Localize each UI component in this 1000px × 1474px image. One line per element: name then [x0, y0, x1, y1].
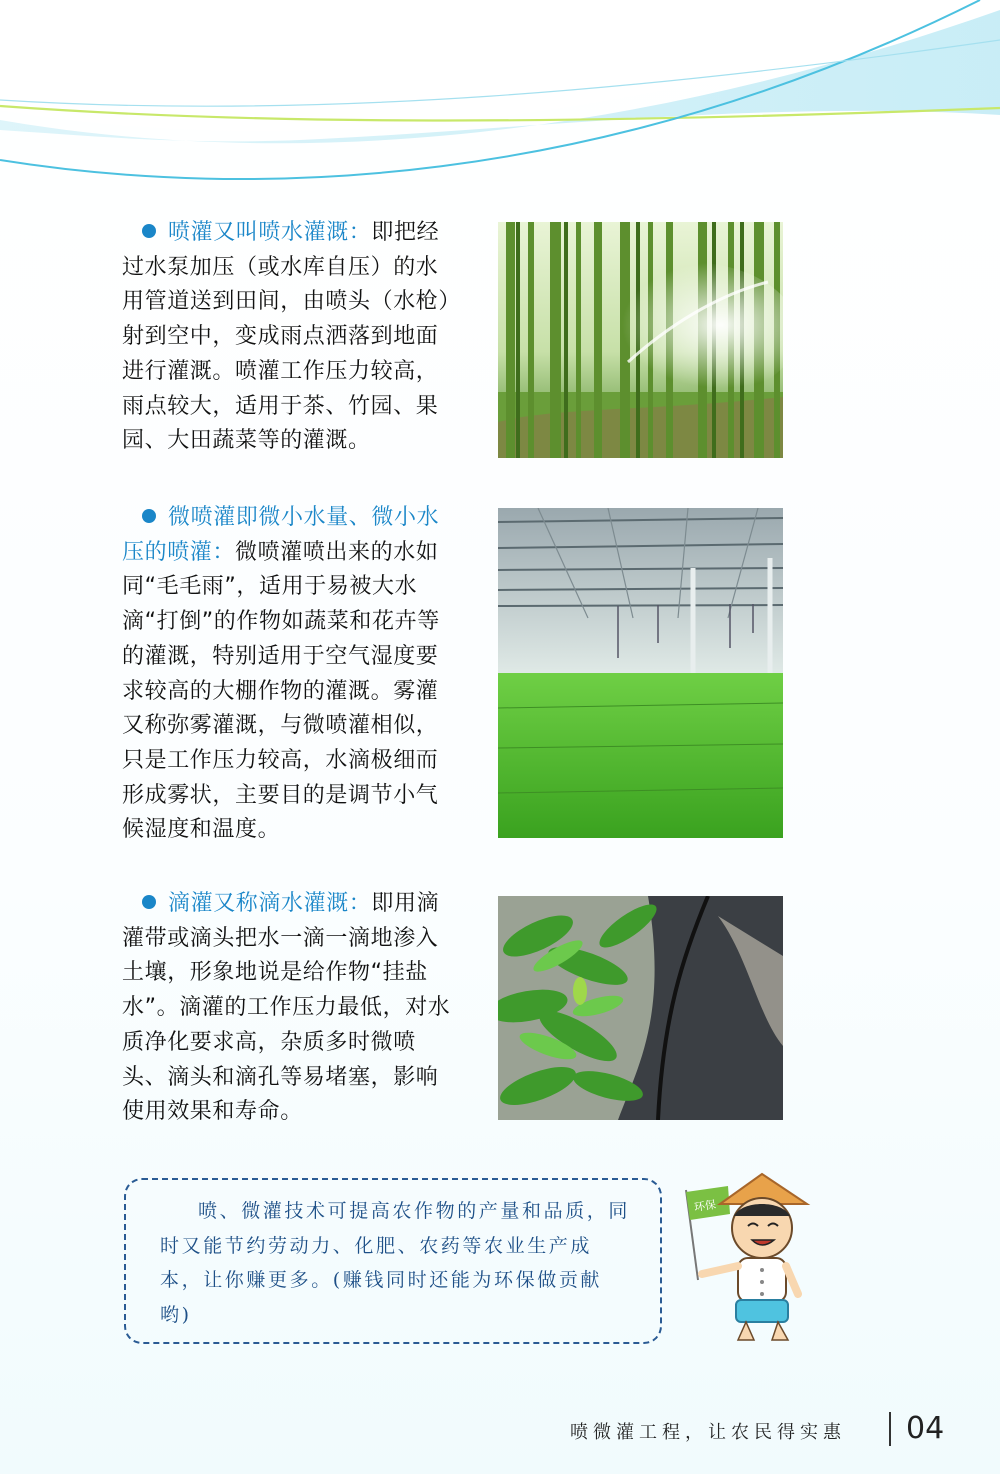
- footer-title: 喷微灌工程，让农民得实惠: [570, 1422, 846, 1443]
- section-drip-irrigation: [122, 887, 457, 1130]
- photo-drip-pepper-plants: [498, 896, 783, 1120]
- photo-bamboo-sprinkler: [498, 222, 783, 458]
- header-wave-decoration: [0, 0, 1000, 230]
- section-body: 即把经过水泵加压（或水库自压）的水用管道送到田间，由喷头（水枪）射到空中，变成雨点洒落到地面进行灌溉。喷灌工作压力较高，雨点较大，适用于茶、竹园、果园、大田蔬菜等的灌溉。: [122, 220, 451, 454]
- section-lead: 喷灌又叫喷水灌溉：: [168, 220, 372, 245]
- farmer-mascot-illustration: [672, 1170, 822, 1350]
- section-lead: 滴灌又称滴水灌溉：: [168, 891, 372, 916]
- photo-greenhouse-micro-sprinkler: [498, 508, 783, 838]
- footer-divider: [889, 1412, 891, 1446]
- section-body: 微喷灌喷出来的水如同“毛毛雨”，适用于易被大水滴“打倒”的作物如蔬菜和花卉等的灌溉，特别适用于空气湿度要求较高的大棚作物的灌溉。雾灌又称弥雾灌溉，与微喷灌相似，只是工作压力较高，水滴极细而形成雾状，主要目的是调节小气候湿度和温度。: [122, 539, 440, 843]
- section-body: 即用滴灌带或滴头把水一滴一滴地渗入土壤，形象地说是给作物“挂盐水”。滴灌的工作压力最低，对水质净化要求高，杂质多时微喷头、滴头和滴孔等易堵塞，影响使用效果和寿命。: [122, 891, 451, 1125]
- section-lead: 微喷灌即微小水量、微小水压的喷灌：: [122, 505, 440, 565]
- mascot-flag-label: 环保: [693, 1198, 717, 1215]
- bullet-icon: [142, 509, 156, 523]
- tip-text: 喷、微灌技术可提高农作物的产量和品质，同时又能节约劳动力、化肥、农药等农业生产成本，让你赚更多。(赚钱同时还能为环保做贡献哟): [160, 1200, 631, 1326]
- tip-callout-box: [124, 1178, 662, 1344]
- bullet-icon: [142, 895, 156, 909]
- page-number: 04: [906, 1411, 945, 1446]
- section-sprinkler-irrigation: [122, 216, 457, 459]
- section-micro-sprinkler-irrigation: [122, 501, 457, 848]
- bullet-icon: [142, 224, 156, 238]
